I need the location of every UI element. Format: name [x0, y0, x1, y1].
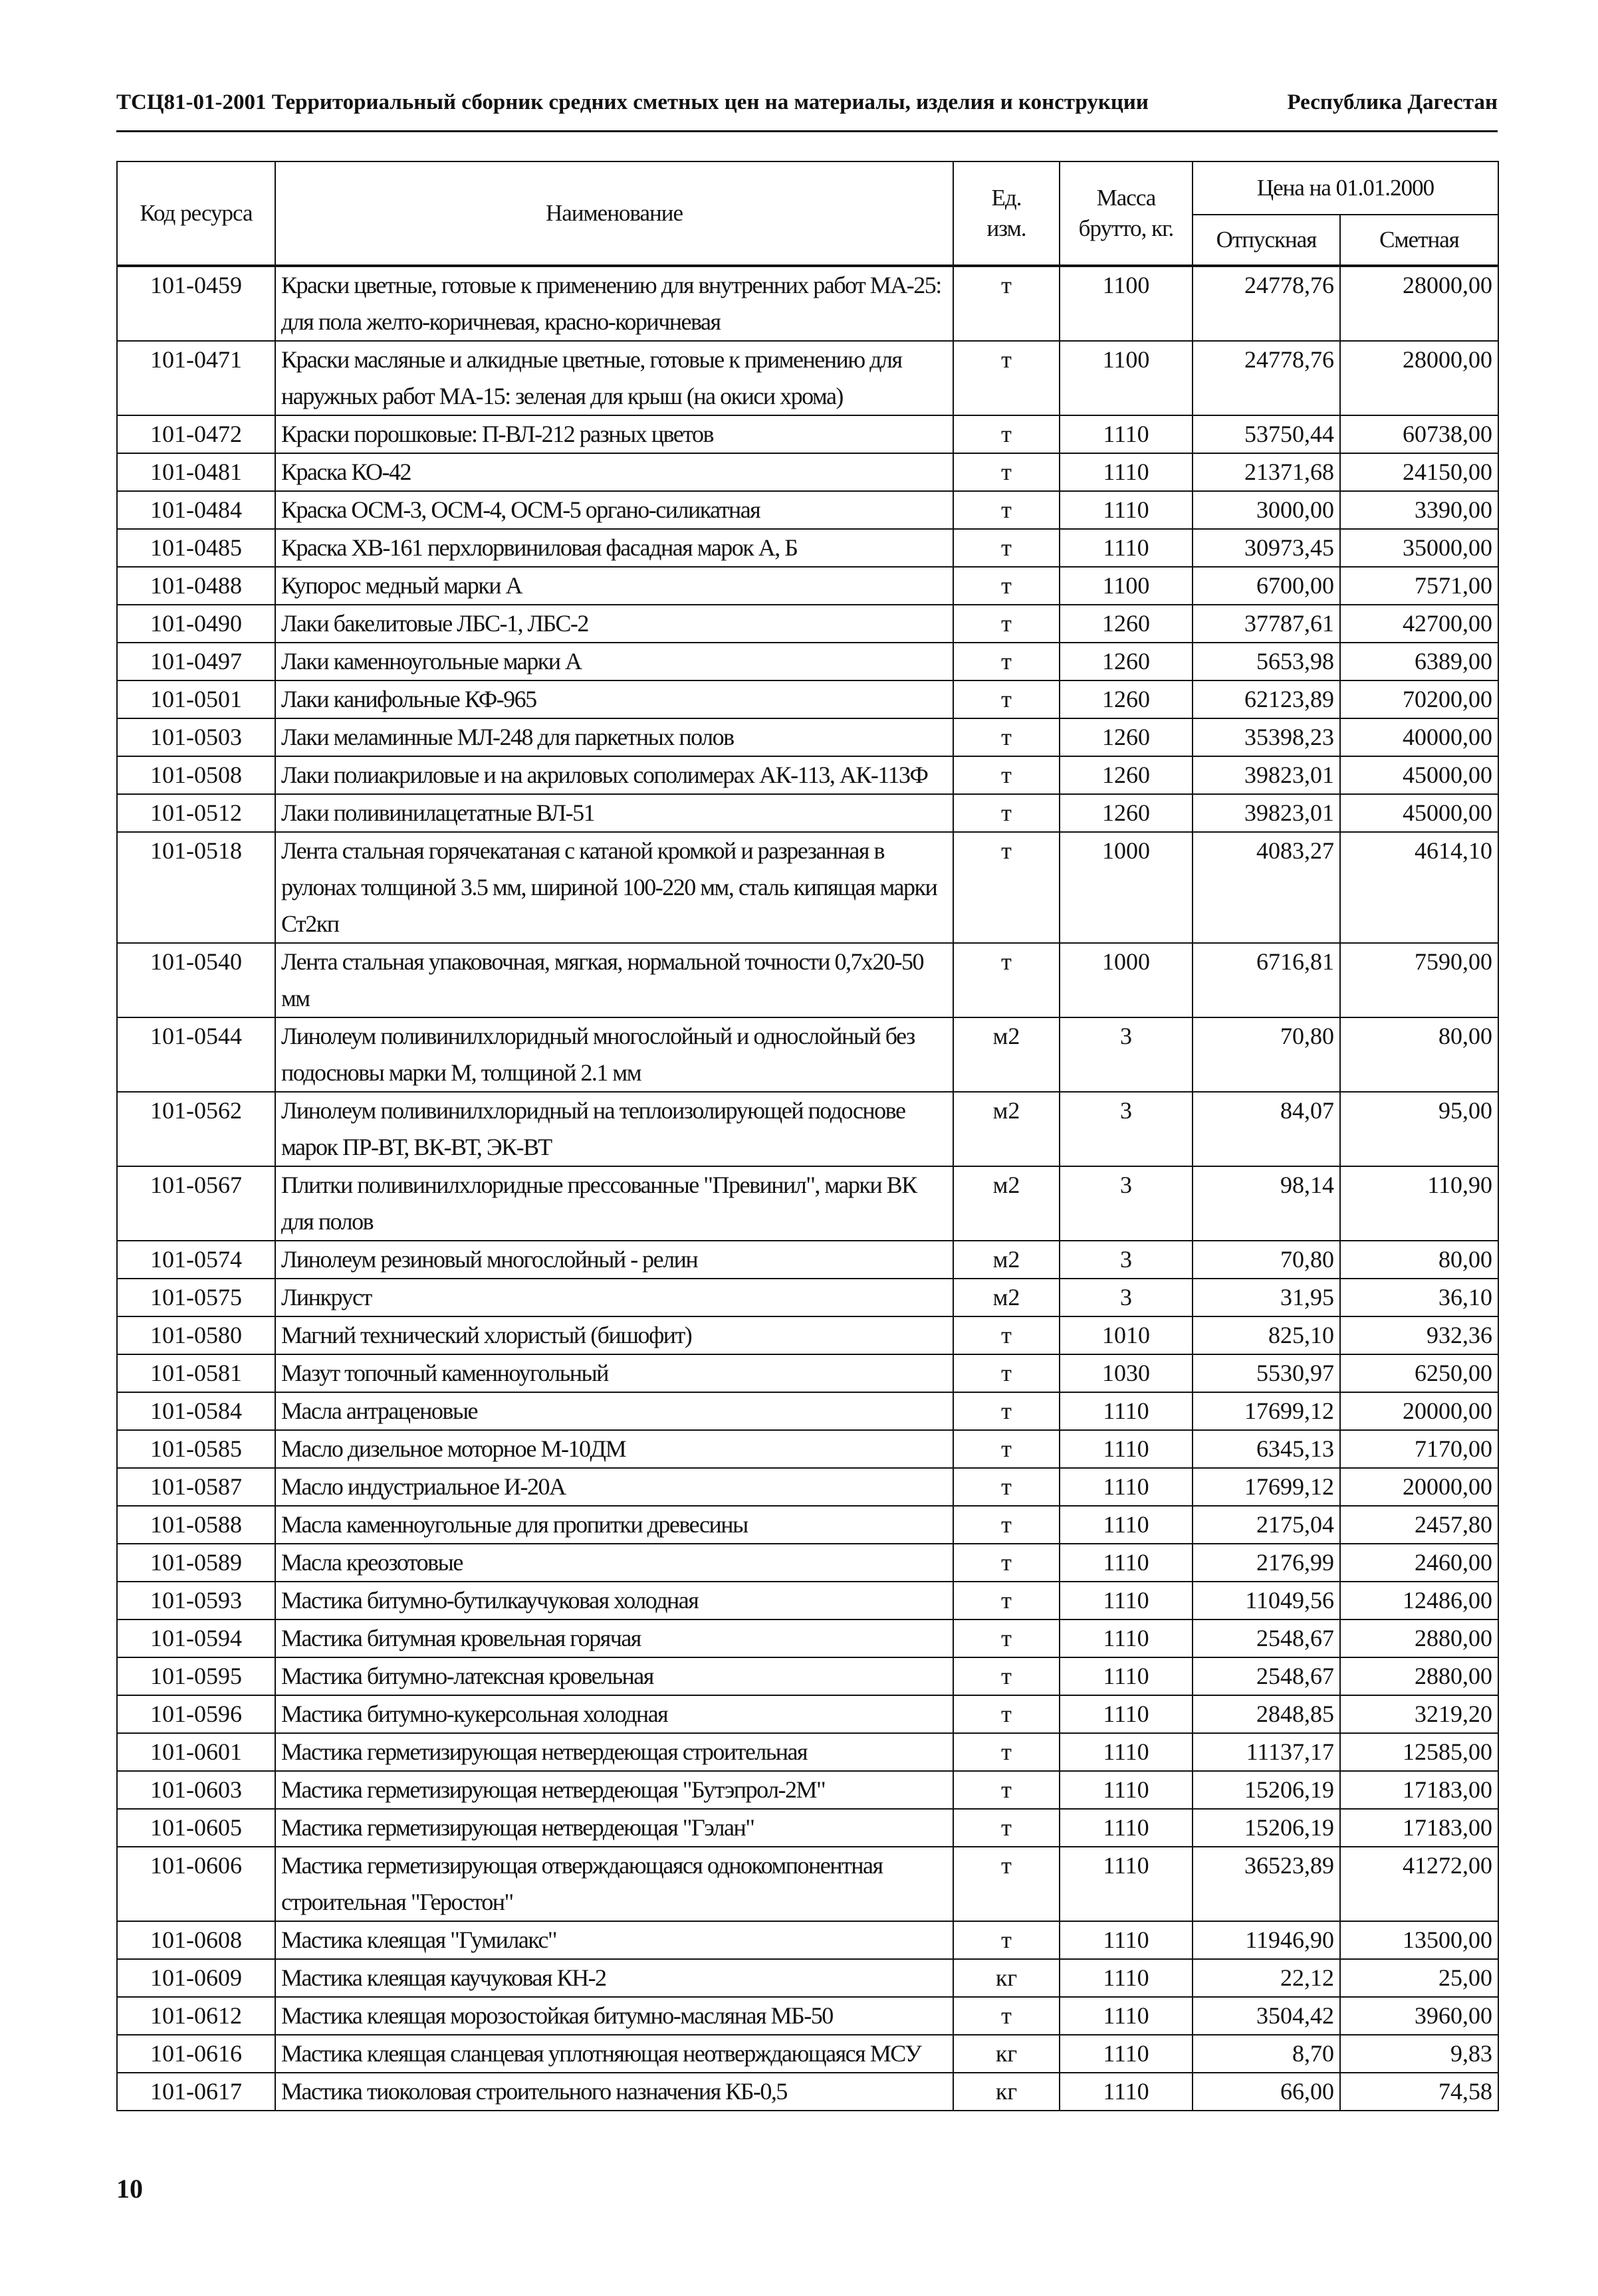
gross-mass: 1110 — [1060, 1847, 1193, 1921]
unit-of-measure: т — [953, 1354, 1060, 1392]
estimate-price: 2880,00 — [1340, 1619, 1498, 1657]
gross-mass: 1110 — [1060, 491, 1193, 529]
unit-of-measure: т — [953, 756, 1060, 794]
unit-of-measure: т — [953, 1619, 1060, 1657]
header-mass-line1: Масса — [1096, 185, 1156, 211]
release-price: 17699,12 — [1193, 1392, 1340, 1430]
estimate-price: 40000,00 — [1340, 718, 1498, 756]
resource-name: Мастика клеящая "Гумилакс" — [275, 1921, 953, 1959]
unit-of-measure: т — [953, 1809, 1060, 1847]
resource-code: 101-0605 — [117, 1809, 275, 1847]
gross-mass: 1110 — [1060, 1619, 1193, 1657]
resource-name: Лента стальная горячекатаная с катаной кромкой и разрезанная в рулонах толщиной 3.5 мм, шириной 100-220 мм, сталь кипящая марки Ст2кп — [275, 832, 953, 943]
release-price: 8,70 — [1193, 2035, 1340, 2073]
resource-name: Мастика герметизирующая нетвердеющая "Бутэпрол-2М" — [275, 1771, 953, 1809]
resource-code: 101-0472 — [117, 415, 275, 453]
unit-of-measure: т — [953, 453, 1060, 491]
estimate-price: 95,00 — [1340, 1092, 1498, 1166]
resource-name: Мастика клеящая морозостойкая битумно-масляная МБ-50 — [275, 1997, 953, 2035]
table-row — [117, 680, 1498, 718]
unit-of-measure: т — [953, 1468, 1060, 1506]
resource-name: Купорос медный марки А — [275, 567, 953, 605]
resource-code: 101-0459 — [117, 266, 275, 341]
table-row — [117, 2035, 1498, 2073]
estimate-price: 28000,00 — [1340, 341, 1498, 415]
resource-code: 101-0601 — [117, 1733, 275, 1771]
unit-of-measure: т — [953, 1847, 1060, 1921]
gross-mass: 3 — [1060, 1279, 1193, 1316]
resource-code: 101-0593 — [117, 1582, 275, 1619]
resource-code: 101-0484 — [117, 491, 275, 529]
resource-code: 101-0606 — [117, 1847, 275, 1921]
table-row — [117, 1959, 1498, 1997]
resource-name: Краска ХВ-161 перхлорвиниловая фасадная марок А, Б — [275, 529, 953, 567]
unit-of-measure: т — [953, 794, 1060, 832]
unit-of-measure: т — [953, 718, 1060, 756]
table-row — [117, 1809, 1498, 1847]
unit-of-measure: т — [953, 415, 1060, 453]
table-row — [117, 1921, 1498, 1959]
estimate-price: 74,58 — [1340, 2073, 1498, 2111]
table-row — [117, 1430, 1498, 1468]
gross-mass: 1260 — [1060, 643, 1193, 680]
estimate-price: 12585,00 — [1340, 1733, 1498, 1771]
header-price-estimate: Сметная — [1340, 215, 1498, 266]
estimate-price: 2457,80 — [1340, 1506, 1498, 1544]
unit-of-measure: т — [953, 1506, 1060, 1544]
gross-mass: 3 — [1060, 1017, 1193, 1092]
unit-of-measure: т — [953, 643, 1060, 680]
estimate-price: 70200,00 — [1340, 680, 1498, 718]
unit-of-measure: т — [953, 680, 1060, 718]
resource-code: 101-0594 — [117, 1619, 275, 1657]
resource-name: Лаки канифольные КФ-965 — [275, 680, 953, 718]
estimate-price: 45000,00 — [1340, 756, 1498, 794]
unit-of-measure: т — [953, 529, 1060, 567]
table-row — [117, 1092, 1498, 1166]
release-price: 31,95 — [1193, 1279, 1340, 1316]
unit-of-measure: т — [953, 943, 1060, 1017]
table-row — [117, 1847, 1498, 1921]
resource-code: 101-0512 — [117, 794, 275, 832]
resource-name: Мастика герметизирующая нетвердеющая строительная — [275, 1733, 953, 1771]
header-mass-line2: брутто, кг. — [1078, 215, 1174, 241]
release-price: 21371,68 — [1193, 453, 1340, 491]
gross-mass: 1110 — [1060, 529, 1193, 567]
estimate-price: 28000,00 — [1340, 266, 1498, 341]
release-price: 6716,81 — [1193, 943, 1340, 1017]
document-title: ТСЦ81-01-2001 Территориальный сборник средних сметных цен на материалы, изделия и конструкции — [116, 90, 1149, 114]
table-row — [117, 567, 1498, 605]
header-price-release: Отпускная — [1193, 215, 1340, 266]
resource-name: Мастика битумная кровельная горячая — [275, 1619, 953, 1657]
gross-mass: 1110 — [1060, 1733, 1193, 1771]
release-price: 30973,45 — [1193, 529, 1340, 567]
table-row — [117, 1506, 1498, 1544]
gross-mass: 1100 — [1060, 567, 1193, 605]
estimate-price: 25,00 — [1340, 1959, 1498, 1997]
resource-code: 101-0603 — [117, 1771, 275, 1809]
unit-of-measure: м2 — [953, 1241, 1060, 1279]
resource-name: Мазут топочный каменноугольный — [275, 1354, 953, 1392]
gross-mass: 1030 — [1060, 1354, 1193, 1392]
unit-of-measure: т — [953, 1657, 1060, 1695]
release-price: 15206,19 — [1193, 1771, 1340, 1809]
table-row — [117, 1771, 1498, 1809]
gross-mass: 1110 — [1060, 1544, 1193, 1582]
resource-name: Линкруст — [275, 1279, 953, 1316]
resource-name: Мастика клеящая каучуковая КН-2 — [275, 1959, 953, 1997]
release-price: 2848,85 — [1193, 1695, 1340, 1733]
table-row — [117, 1544, 1498, 1582]
gross-mass: 1260 — [1060, 605, 1193, 643]
header-code: Код ресурса — [117, 161, 275, 266]
resource-code: 101-0608 — [117, 1921, 275, 1959]
release-price: 2548,67 — [1193, 1619, 1340, 1657]
gross-mass: 1110 — [1060, 453, 1193, 491]
resource-code: 101-0485 — [117, 529, 275, 567]
release-price: 825,10 — [1193, 1316, 1340, 1354]
resource-name: Мастика битумно-бутилкаучуковая холодная — [275, 1582, 953, 1619]
release-price: 62123,89 — [1193, 680, 1340, 718]
resource-name: Линолеум резиновый многослойный - релин — [275, 1241, 953, 1279]
unit-of-measure: т — [953, 266, 1060, 341]
unit-of-measure: т — [953, 341, 1060, 415]
estimate-price: 80,00 — [1340, 1241, 1498, 1279]
unit-of-measure: кг — [953, 2073, 1060, 2111]
resource-name: Масла каменноугольные для пропитки древесины — [275, 1506, 953, 1544]
estimate-price: 932,36 — [1340, 1316, 1498, 1354]
release-price: 5530,97 — [1193, 1354, 1340, 1392]
table-row — [117, 1354, 1498, 1392]
unit-of-measure: т — [953, 1771, 1060, 1809]
price-table — [116, 161, 1499, 2111]
resource-name: Лаки поливинилацетатные ВЛ-51 — [275, 794, 953, 832]
release-price: 6700,00 — [1193, 567, 1340, 605]
estimate-price: 6389,00 — [1340, 643, 1498, 680]
resource-code: 101-0589 — [117, 1544, 275, 1582]
table-row — [117, 1166, 1498, 1241]
resource-name: Линолеум поливинилхлоридный на теплоизолирующей подоснове марок ПР-ВТ, ВК-ВТ, ЭК-ВТ — [275, 1092, 953, 1166]
resource-name: Масло дизельное моторное М-10ДМ — [275, 1430, 953, 1468]
resource-name: Линолеум поливинилхлоридный многослойный и однослойный без подосновы марки М, толщиной 2.1 мм — [275, 1017, 953, 1092]
unit-of-measure: т — [953, 1392, 1060, 1430]
estimate-price: 2460,00 — [1340, 1544, 1498, 1582]
gross-mass: 1110 — [1060, 1771, 1193, 1809]
gross-mass: 1100 — [1060, 266, 1193, 341]
release-price: 24778,76 — [1193, 341, 1340, 415]
region-name: Республика Дагестан — [1287, 90, 1498, 114]
unit-of-measure: м2 — [953, 1166, 1060, 1241]
gross-mass: 1260 — [1060, 718, 1193, 756]
estimate-price: 3960,00 — [1340, 1997, 1498, 2035]
resource-name: Лента стальная упаковочная, мягкая, нормальной точности 0,7х20-50 мм — [275, 943, 953, 1017]
resource-code: 101-0562 — [117, 1092, 275, 1166]
table-row — [117, 2073, 1498, 2111]
release-price: 2176,99 — [1193, 1544, 1340, 1582]
resource-name: Мастика герметизирующая нетвердеющая "Гэлан" — [275, 1809, 953, 1847]
header-unit-line2: изм. — [986, 215, 1026, 241]
estimate-price: 7571,00 — [1340, 567, 1498, 605]
estimate-price: 6250,00 — [1340, 1354, 1498, 1392]
gross-mass: 1110 — [1060, 2073, 1193, 2111]
estimate-price: 24150,00 — [1340, 453, 1498, 491]
table-row — [117, 1733, 1498, 1771]
estimate-price: 20000,00 — [1340, 1468, 1498, 1506]
resource-name: Лаки бакелитовые ЛБС-1, ЛБС-2 — [275, 605, 953, 643]
header-unit — [953, 161, 1060, 266]
unit-of-measure: м2 — [953, 1017, 1060, 1092]
estimate-price: 3390,00 — [1340, 491, 1498, 529]
header-unit-line1: Ед. — [991, 185, 1022, 211]
release-price: 39823,01 — [1193, 756, 1340, 794]
estimate-price: 13500,00 — [1340, 1921, 1498, 1959]
table-body — [117, 266, 1498, 2111]
resource-code: 101-0581 — [117, 1354, 275, 1392]
table-row — [117, 1619, 1498, 1657]
unit-of-measure: т — [953, 491, 1060, 529]
unit-of-measure: т — [953, 1582, 1060, 1619]
table-row — [117, 1695, 1498, 1733]
release-price: 3504,42 — [1193, 1997, 1340, 2035]
resource-name: Мастика битумно-латексная кровельная — [275, 1657, 953, 1695]
estimate-price: 9,83 — [1340, 2035, 1498, 2073]
unit-of-measure: т — [953, 1921, 1060, 1959]
gross-mass: 1110 — [1060, 1997, 1193, 2035]
resource-name: Краски масляные и алкидные цветные, готовые к применению для наружных работ МА-15: зеленая для крыш (на окиси хрома) — [275, 341, 953, 415]
release-price: 2548,67 — [1193, 1657, 1340, 1695]
resource-name: Лаки полиакриловые и на акриловых сополимерах АК-113, АК-113Ф — [275, 756, 953, 794]
table-row — [117, 341, 1498, 415]
estimate-price: 42700,00 — [1340, 605, 1498, 643]
table-row — [117, 756, 1498, 794]
resource-code: 101-0497 — [117, 643, 275, 680]
header-rule — [116, 130, 1498, 132]
table-row — [117, 943, 1498, 1017]
gross-mass: 3 — [1060, 1241, 1193, 1279]
unit-of-measure: т — [953, 1430, 1060, 1468]
gross-mass: 1110 — [1060, 1392, 1193, 1430]
resource-code: 101-0503 — [117, 718, 275, 756]
table-row — [117, 1392, 1498, 1430]
table-row — [117, 605, 1498, 643]
table-row — [117, 415, 1498, 453]
unit-of-measure: м2 — [953, 1279, 1060, 1316]
header-mass — [1060, 161, 1193, 266]
table-row — [117, 718, 1498, 756]
resource-code: 101-0575 — [117, 1279, 275, 1316]
estimate-price: 45000,00 — [1340, 794, 1498, 832]
gross-mass: 1260 — [1060, 756, 1193, 794]
resource-code: 101-0544 — [117, 1017, 275, 1092]
release-price: 5653,98 — [1193, 643, 1340, 680]
estimate-price: 36,10 — [1340, 1279, 1498, 1316]
release-price: 2175,04 — [1193, 1506, 1340, 1544]
resource-code: 101-0490 — [117, 605, 275, 643]
resource-code: 101-0574 — [117, 1241, 275, 1279]
release-price: 84,07 — [1193, 1092, 1340, 1166]
resource-name: Краска КО-42 — [275, 453, 953, 491]
gross-mass: 1110 — [1060, 1657, 1193, 1695]
release-price: 3000,00 — [1193, 491, 1340, 529]
resource-name: Магний технический хлористый (бишофит) — [275, 1316, 953, 1354]
unit-of-measure: кг — [953, 1959, 1060, 1997]
unit-of-measure: м2 — [953, 1092, 1060, 1166]
table-row — [117, 1582, 1498, 1619]
resource-code: 101-0595 — [117, 1657, 275, 1695]
header-name: Наименование — [275, 161, 953, 266]
unit-of-measure: т — [953, 832, 1060, 943]
gross-mass: 1110 — [1060, 1430, 1193, 1468]
table-row — [117, 1657, 1498, 1695]
estimate-price: 7590,00 — [1340, 943, 1498, 1017]
gross-mass: 1260 — [1060, 680, 1193, 718]
resource-name: Лаки каменноугольные марки А — [275, 643, 953, 680]
estimate-price: 3219,20 — [1340, 1695, 1498, 1733]
page-number: 10 — [116, 2174, 143, 2204]
table-row — [117, 1468, 1498, 1506]
estimate-price: 12486,00 — [1340, 1582, 1498, 1619]
release-price: 24778,76 — [1193, 266, 1340, 341]
estimate-price: 17183,00 — [1340, 1771, 1498, 1809]
table-row — [117, 643, 1498, 680]
table-row — [117, 1997, 1498, 2035]
resource-code: 101-0587 — [117, 1468, 275, 1506]
resource-code: 101-0518 — [117, 832, 275, 943]
estimate-price: 80,00 — [1340, 1017, 1498, 1092]
unit-of-measure: т — [953, 1733, 1060, 1771]
resource-code: 101-0585 — [117, 1430, 275, 1468]
resource-code: 101-0588 — [117, 1506, 275, 1544]
gross-mass: 1010 — [1060, 1316, 1193, 1354]
gross-mass: 1110 — [1060, 2035, 1193, 2073]
release-price: 22,12 — [1193, 1959, 1340, 1997]
resource-name: Краска ОСМ-3, ОСМ-4, ОСМ-5 органо-силикатная — [275, 491, 953, 529]
gross-mass: 1110 — [1060, 1809, 1193, 1847]
table-row — [117, 1316, 1498, 1354]
gross-mass: 1000 — [1060, 943, 1193, 1017]
release-price: 35398,23 — [1193, 718, 1340, 756]
release-price: 11049,56 — [1193, 1582, 1340, 1619]
release-price: 4083,27 — [1193, 832, 1340, 943]
resource-code: 101-0471 — [117, 341, 275, 415]
resource-code: 101-0584 — [117, 1392, 275, 1430]
gross-mass: 1110 — [1060, 1921, 1193, 1959]
release-price: 11946,90 — [1193, 1921, 1340, 1959]
estimate-price: 2880,00 — [1340, 1657, 1498, 1695]
page-header — [116, 90, 1498, 124]
release-price: 6345,13 — [1193, 1430, 1340, 1468]
resource-code: 101-0580 — [117, 1316, 275, 1354]
unit-of-measure: т — [953, 605, 1060, 643]
table-row — [117, 1279, 1498, 1316]
resource-name: Мастика клеящая сланцевая уплотняющая неотверждающаяся МСУ — [275, 2035, 953, 2073]
resource-code: 101-0508 — [117, 756, 275, 794]
unit-of-measure: т — [953, 567, 1060, 605]
resource-code: 101-0540 — [117, 943, 275, 1017]
release-price: 98,14 — [1193, 1166, 1340, 1241]
table-header — [117, 161, 1498, 266]
resource-code: 101-0616 — [117, 2035, 275, 2073]
estimate-price: 17183,00 — [1340, 1809, 1498, 1847]
table-row — [117, 794, 1498, 832]
resource-name: Масло индустриальное И-20А — [275, 1468, 953, 1506]
resource-code: 101-0617 — [117, 2073, 275, 2111]
gross-mass: 3 — [1060, 1166, 1193, 1241]
resource-name: Масла антраценовые — [275, 1392, 953, 1430]
release-price: 39823,01 — [1193, 794, 1340, 832]
estimate-price: 7170,00 — [1340, 1430, 1498, 1468]
release-price: 66,00 — [1193, 2073, 1340, 2111]
release-price: 17699,12 — [1193, 1468, 1340, 1506]
unit-of-measure: кг — [953, 2035, 1060, 2073]
table-row — [117, 529, 1498, 567]
estimate-price: 35000,00 — [1340, 529, 1498, 567]
table-row — [117, 1241, 1498, 1279]
gross-mass: 1110 — [1060, 1695, 1193, 1733]
resource-name: Мастика битумно-кукерсольная холодная — [275, 1695, 953, 1733]
gross-mass: 1110 — [1060, 415, 1193, 453]
gross-mass: 1110 — [1060, 1582, 1193, 1619]
gross-mass: 1110 — [1060, 1959, 1193, 1997]
gross-mass: 1100 — [1060, 341, 1193, 415]
release-price: 15206,19 — [1193, 1809, 1340, 1847]
resource-name: Краски порошковые: П-ВЛ-212 разных цветов — [275, 415, 953, 453]
resource-code: 101-0609 — [117, 1959, 275, 1997]
table-row — [117, 453, 1498, 491]
resource-name: Краски цветные, готовые к применению для внутренних работ МА-25: для пола желто-коричневая, красно-коричневая — [275, 266, 953, 341]
release-price: 37787,61 — [1193, 605, 1340, 643]
release-price: 70,80 — [1193, 1241, 1340, 1279]
table-row — [117, 1017, 1498, 1092]
estimate-price: 60738,00 — [1340, 415, 1498, 453]
resource-name: Лаки меламинные МЛ-248 для паркетных полов — [275, 718, 953, 756]
estimate-price: 110,90 — [1340, 1166, 1498, 1241]
resource-code: 101-0596 — [117, 1695, 275, 1733]
gross-mass: 1260 — [1060, 794, 1193, 832]
unit-of-measure: т — [953, 1997, 1060, 2035]
resource-code: 101-0481 — [117, 453, 275, 491]
release-price: 36523,89 — [1193, 1847, 1340, 1921]
table-row — [117, 832, 1498, 943]
table-row — [117, 266, 1498, 341]
gross-mass: 1000 — [1060, 832, 1193, 943]
resource-code: 101-0567 — [117, 1166, 275, 1241]
release-price: 53750,44 — [1193, 415, 1340, 453]
unit-of-measure: т — [953, 1695, 1060, 1733]
header-price-group: Цена на 01.01.2000 — [1193, 161, 1498, 215]
estimate-price: 4614,10 — [1340, 832, 1498, 943]
resource-name: Мастика герметизирующая отверждающаяся однокомпонентная строительная "Геростон" — [275, 1847, 953, 1921]
resource-name: Плитки поливинилхлоридные прессованные "Превинил", марки ВК для полов — [275, 1166, 953, 1241]
resource-name: Масла креозотовые — [275, 1544, 953, 1582]
release-price: 70,80 — [1193, 1017, 1340, 1092]
gross-mass: 1110 — [1060, 1506, 1193, 1544]
resource-name: Мастика тиоколовая строительного назначения КБ-0,5 — [275, 2073, 953, 2111]
estimate-price: 41272,00 — [1340, 1847, 1498, 1921]
resource-code: 101-0501 — [117, 680, 275, 718]
estimate-price: 20000,00 — [1340, 1392, 1498, 1430]
unit-of-measure: т — [953, 1544, 1060, 1582]
release-price: 11137,17 — [1193, 1733, 1340, 1771]
table-row — [117, 491, 1498, 529]
resource-code: 101-0612 — [117, 1997, 275, 2035]
gross-mass: 3 — [1060, 1092, 1193, 1166]
resource-code: 101-0488 — [117, 567, 275, 605]
gross-mass: 1110 — [1060, 1468, 1193, 1506]
unit-of-measure: т — [953, 1316, 1060, 1354]
